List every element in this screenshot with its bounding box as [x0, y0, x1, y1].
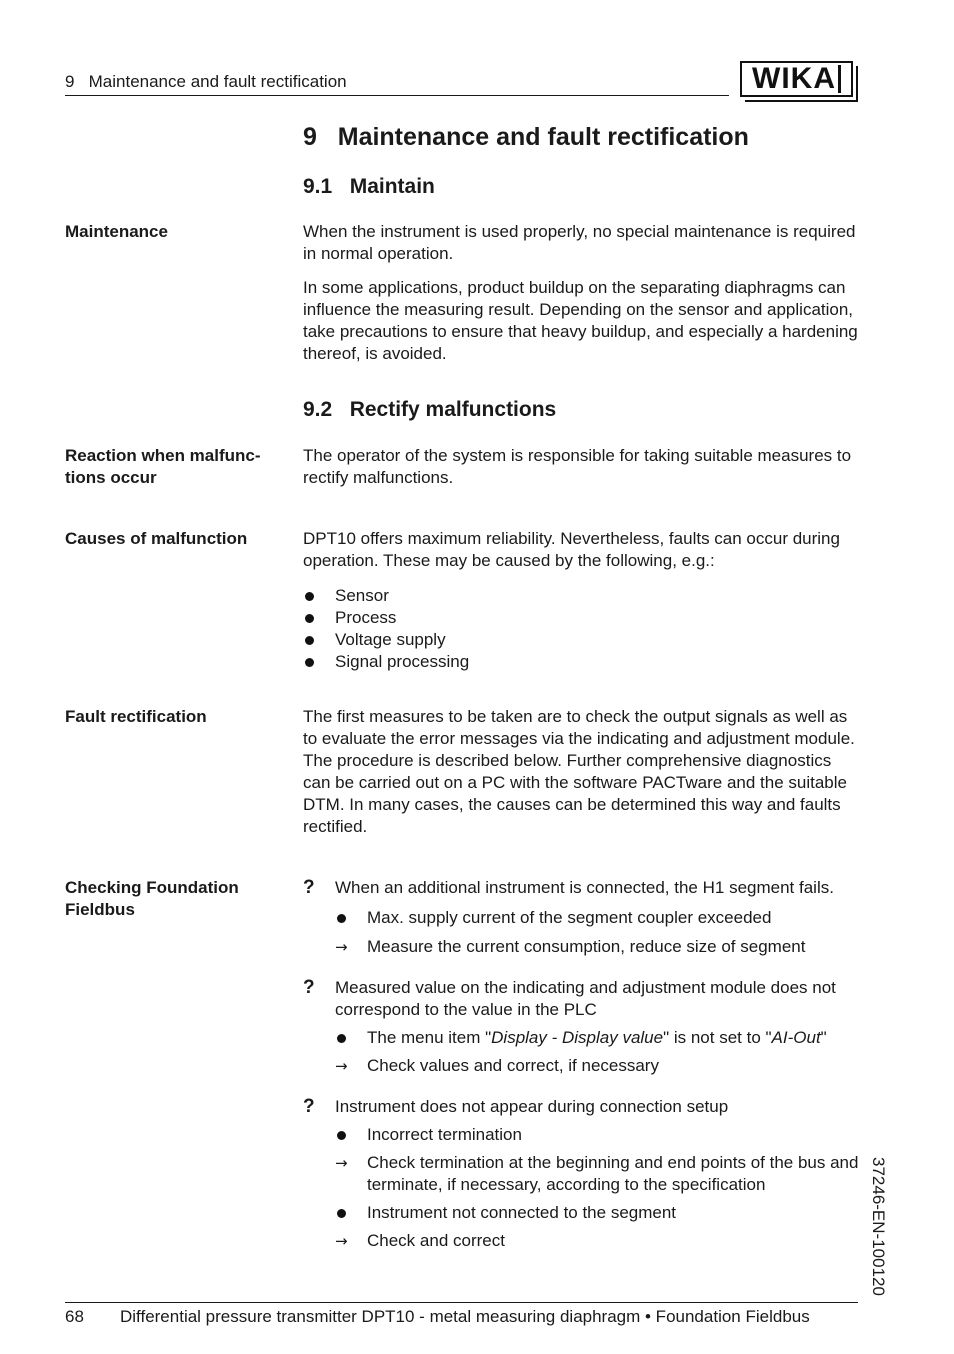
bullet-icon	[305, 658, 314, 667]
bullet-icon	[337, 914, 346, 923]
paragraph-reaction: The operator of the system is responsible for taking suitable measures to rectify malfunctions.	[303, 446, 852, 487]
check-question: When an additional instrument is connected, the H1 segment fails.	[335, 878, 834, 897]
check-remedy	[335, 1230, 859, 1252]
footer-rule	[65, 1302, 858, 1303]
side-label-fault: Fault rectification	[65, 707, 207, 726]
paragraph-fault: The first measures to be taken are to check the output signals as well as to evaluate the error messages via the indicating and adjustment module. The procedure is described below. Further comprehensive diagnostics can be carried out on a PC with the software PACTware and the suitable DTM. In many cases, the causes can be determined this way and faults rectified.	[303, 707, 855, 836]
list-item-label: Sensor	[335, 586, 389, 605]
check-cause	[335, 1124, 859, 1146]
check-item-2	[303, 977, 859, 1077]
question-icon: ?	[303, 977, 315, 998]
check-remedy-text: Check termination at the beginning and end points of the bus and terminate, if necessary, according to the specification	[367, 1153, 859, 1194]
bullet-icon	[305, 592, 314, 601]
check-cause	[335, 907, 859, 929]
list-item	[303, 607, 859, 629]
bullet-icon	[337, 1131, 346, 1140]
bullet-icon	[337, 1034, 346, 1043]
paragraph-maintenance-1: When the instrument is used properly, no special maintenance is required in normal operation.	[303, 222, 856, 263]
check-remedy-text: Measure the current consumption, reduce size of segment	[367, 937, 806, 956]
check-cause-pre: The menu item "	[367, 1028, 492, 1047]
paragraph-causes: DPT10 offers maximum reliability. Nevertheless, faults can occur during operation. These may be caused by the following, e.g.:	[303, 529, 840, 570]
arrow-right-icon: →	[335, 1232, 348, 1250]
side-label-maintenance: Maintenance	[65, 222, 168, 241]
check-remedy	[335, 936, 859, 958]
arrow-right-icon: →	[335, 938, 348, 956]
list-item-label: Process	[335, 608, 397, 627]
side-label-reaction-line2: tions occur	[65, 467, 157, 487]
document-code: 37246-EN-100120	[869, 1157, 888, 1296]
menu-value-name: AI-Out	[771, 1028, 821, 1047]
chapter-title: 9 Maintenance and fault rectification	[303, 123, 749, 151]
side-label-checking-line2: Fieldbus	[65, 899, 135, 919]
wika-logo	[740, 61, 853, 97]
check-question: Instrument does not appear during connection setup	[335, 1097, 729, 1116]
logo-text: WIKA	[752, 62, 836, 95]
causes-list	[303, 585, 859, 673]
check-item-3	[303, 1096, 859, 1252]
side-label-causes: Causes of malfunction	[65, 529, 248, 548]
check-cause	[335, 1202, 859, 1224]
bullet-icon	[305, 636, 314, 645]
running-header: 9 Maintenance and fault rectification	[65, 72, 347, 91]
check-cause-text: Instrument not connected to the segment	[367, 1203, 677, 1222]
list-item-label: Signal processing	[335, 652, 470, 671]
side-label-checking-line1: Checking Foundation	[65, 878, 239, 897]
arrow-right-icon: →	[335, 1154, 348, 1172]
check-remedy	[335, 1055, 859, 1077]
check-remedy-text: Check and correct	[367, 1231, 505, 1250]
check-question: Measured value on the indicating and adjustment module does not correspond to the value in the PLC	[335, 978, 836, 1019]
check-remedy-text: Check values and correct, if necessary	[367, 1056, 659, 1075]
list-item	[303, 629, 859, 651]
bullet-icon	[305, 614, 314, 623]
arrow-right-icon: →	[335, 1057, 348, 1075]
side-label-reaction-line1: Reaction when malfunc-	[65, 446, 261, 465]
question-icon: ?	[303, 877, 315, 898]
side-label-checking	[65, 877, 290, 920]
check-cause-text: Incorrect termination	[367, 1125, 522, 1144]
question-icon: ?	[303, 1096, 315, 1117]
side-label-reaction	[65, 445, 290, 488]
list-item	[303, 651, 859, 673]
header-rule	[65, 95, 729, 96]
check-cause	[335, 1027, 859, 1049]
paragraph-maintenance-2: In some applications, product buildup on the separating diaphragms can influence the measuring result. Depending on the sensor and application, take precautions to ensure that heavy buildup, and especially a hardening thereof, is avoided.	[303, 278, 858, 363]
check-cause-text: Max. supply current of the segment coupler exceeded	[367, 908, 772, 927]
page-number: 68	[65, 1307, 84, 1326]
logo-bar	[838, 65, 841, 93]
check-cause-post: "	[820, 1028, 827, 1047]
section-heading-rectify: 9.2 Rectify malfunctions	[303, 398, 557, 421]
bullet-icon	[337, 1209, 346, 1218]
check-item-1	[303, 877, 859, 958]
footer-document-title: Differential pressure transmitter DPT10 - metal measuring diaphragm • Foundation Fieldbus	[120, 1307, 810, 1326]
section-heading-maintain: 9.1 Maintain	[303, 175, 435, 198]
list-item-label: Voltage supply	[335, 630, 446, 649]
list-item	[303, 585, 859, 607]
check-remedy	[335, 1152, 859, 1196]
menu-item-name: Display - Display value	[491, 1028, 664, 1047]
check-cause-mid: " is not set to "	[663, 1028, 772, 1047]
